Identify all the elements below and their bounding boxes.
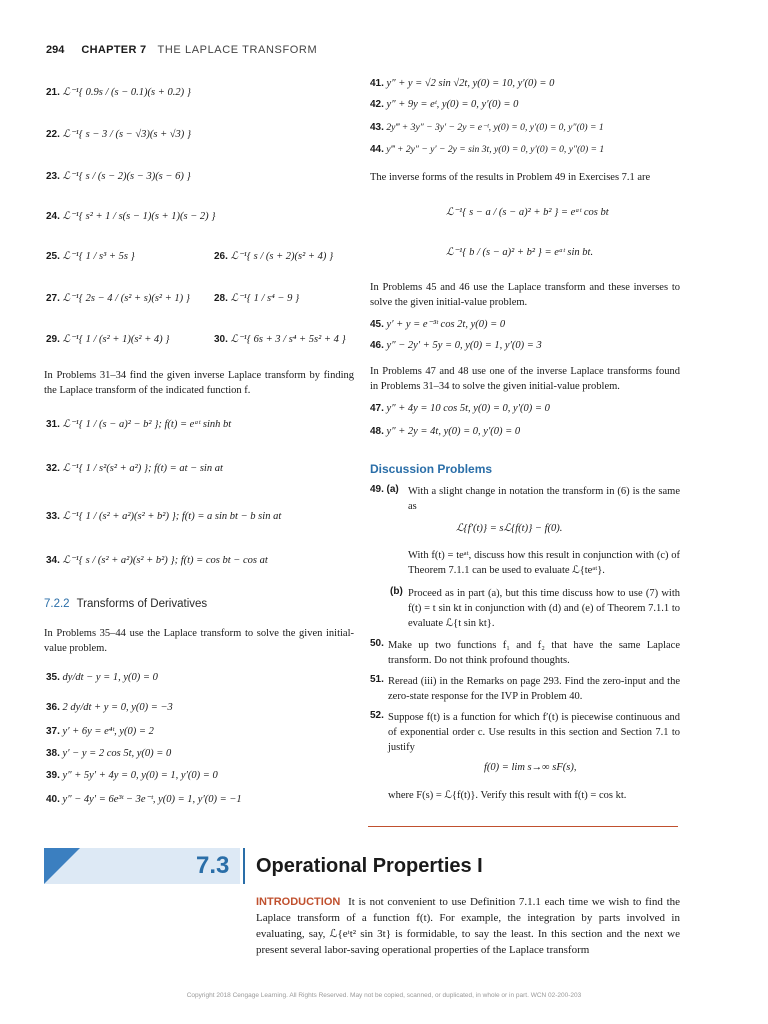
problem-40: 40. y″ − 4y′ = 6e³ᵗ − 3e⁻ᵗ, y(0) = 1, y′(0) = −1 xyxy=(46,794,242,805)
chapter-title: THE LAPLACE TRANSFORM xyxy=(157,44,318,56)
chapter-label: CHAPTER 7 xyxy=(81,44,147,56)
running-header xyxy=(46,44,317,56)
section-banner-bar xyxy=(243,848,245,884)
section-title: Operational Properties I xyxy=(256,855,483,877)
subsection-title: Transforms of Derivatives xyxy=(76,598,208,610)
problem-51-number: 51. xyxy=(370,674,384,685)
problem-36: 36. 2 dy/dt + y = 0, y(0) = −3 xyxy=(46,702,173,713)
problem-47: 47. y″ + 4y = 10 cos 5t, y(0) = 0, y′(0) = 0 xyxy=(370,403,550,414)
copyright-footer: Copyright 2018 Cengage Learning. All Rights Reserved. May not be copied, scanned, or duplicated, in whole or in part. WCN 02-200-203 xyxy=(186,992,582,999)
problem-32: 32. ℒ⁻¹{ 1 / s²(s² + a²) }; f(t) = at − sin at xyxy=(46,463,223,474)
problem-22: 22. ℒ⁻¹{ s − 3 / (s − √3)(s + √3) } xyxy=(46,129,192,140)
problem-45: 45. y′ + y = e⁻³ᵗ cos 2t, y(0) = 0 xyxy=(370,319,506,330)
problem-43: 43. 2y‴ + 3y″ − 3y′ − 2y = e⁻ᵗ, y(0) = 0, y′(0) = 0, y″(0) = 1 xyxy=(370,122,604,133)
section-divider xyxy=(368,826,678,827)
problem-44: 44. y‴ + 2y″ − y′ − 2y = sin 3t, y(0) = 0, y′(0) = 0, y″(0) = 1 xyxy=(370,144,605,155)
problem-52-number: 52. xyxy=(370,710,384,721)
intro-text: It is not convenient to use Definition 7.1.1 each time we wish to find the Laplace transform of a function f(t). For example, the integration by parts involved in evaluating, say, ℒ{eᵗt² sin 3t} is formidable, to say the least. In this section and the next we present several labor-saving operational properties of the Laplace transform xyxy=(256,896,681,956)
problem-49a-text2: With f(t) = teᵃᵗ, discuss how this result in conjunction with (c) of Theorem 7.1.1 can be used to evaluate ℒ{teᵃᵗ}. xyxy=(408,550,680,576)
problem-41: 41. y″ + y = √2 sin √2t, y(0) = 10, y′(0) = 0 xyxy=(370,78,555,89)
inverse-form-cos: ℒ⁻¹{ s − a / (s − a)² + b² } = eᵃᵗ cos bt xyxy=(446,207,609,218)
problem-38: 38. y′ − y = 2 cos 5t, y(0) = 0 xyxy=(46,748,172,759)
problem-49b-label: (b) xyxy=(390,586,403,597)
problem-23: 23. ℒ⁻¹{ s / (s − 2)(s − 3)(s − 6) } xyxy=(46,171,191,182)
problem-49-number: 49. (a) xyxy=(370,484,399,495)
instructions-45-46: In Problems 45 and 46 use the Laplace transform and these inverses to solve the given initial-value problem. xyxy=(370,282,680,308)
problem-28: 28. ℒ⁻¹{ 1 / s⁴ − 9 } xyxy=(214,293,300,304)
page-number: 294 xyxy=(46,44,65,56)
instructions-47-48: In Problems 47 and 48 use one of the inverse Laplace transforms found in Problems 31–34 to solve the given initial-value problem. xyxy=(370,366,680,392)
problem-48: 48. y″ + 2y = 4t, y(0) = 0, y′(0) = 0 xyxy=(370,426,521,437)
instructions-31-34: In Problems 31–34 find the given inverse Laplace transform by finding the Laplace transform of the indicated function f. xyxy=(44,370,354,396)
problem-50-number: 50. xyxy=(370,638,384,649)
subsection-heading xyxy=(44,598,207,610)
problem-42: 42. y″ + 9y = eᵗ, y(0) = 0, y′(0) = 0 xyxy=(370,99,519,110)
problem-25: 25. ℒ⁻¹{ 1 / s³ + 5s } xyxy=(46,251,135,262)
inverse-forms-intro: The inverse forms of the results in Problem 49 in Exercises 7.1 are xyxy=(370,172,651,183)
problem-37: 37. y′ + 6y = e⁴ᵗ, y(0) = 2 xyxy=(46,726,154,737)
instructions-35-44: In Problems 35–44 use the Laplace transform to solve the given initial-value problem. xyxy=(44,628,354,654)
problem-52-equation: f(0) = lim s→∞ sF(s), xyxy=(484,762,577,773)
problem-26: 26. ℒ⁻¹{ s / (s + 2)(s² + 4) } xyxy=(214,251,334,262)
problem-34: 34. ℒ⁻¹{ s / (s² + a²)(s² + b²) }; f(t) = cos bt − cos at xyxy=(46,555,268,566)
problem-39: 39. y″ + 5y′ + 4y = 0, y(0) = 1, y′(0) = 0 xyxy=(46,770,218,781)
problem-49a-equation: ℒ{f′(t)} = sℒ{f(t)} − f(0). xyxy=(456,523,563,534)
problem-24: 24. ℒ⁻¹{ s² + 1 / s(s − 1)(s + 1)(s − 2) } xyxy=(46,211,216,222)
subsection-number: 7.2.2 xyxy=(44,598,70,610)
problem-21: 21. ℒ⁻¹{ 0.9s / (s − 0.1)(s + 0.2) } xyxy=(46,87,191,98)
problem-49a-text: With a slight change in notation the transform in (6) is the same as xyxy=(408,486,680,512)
intro-label: INTRODUCTION xyxy=(256,896,341,908)
problem-33: 33. ℒ⁻¹{ 1 / (s² + a²)(s² + b²) }; f(t) = a sin bt − b sin at xyxy=(46,511,282,522)
section-number: 7.3 xyxy=(196,852,230,879)
discussion-heading: Discussion Problems xyxy=(370,462,493,476)
problem-52-text: Suppose f(t) is a function for which f′(t) is piecewise continuous and of exponential order c. Use results in this section and Section 7.1 to justify xyxy=(388,712,680,753)
problem-49b-text: Proceed as in part (a), but this time discuss how to use (7) with f(t) = t sin kt in conjunction with (d) and (e) of Theorem 7.1.1 to evaluate ℒ{t sin kt}. xyxy=(408,588,680,629)
problem-35: 35. dy/dt − y = 1, y(0) = 0 xyxy=(46,672,158,683)
problem-46: 46. y″ − 2y′ + 5y = 0, y(0) = 1, y′(0) = 3 xyxy=(370,340,542,351)
problem-29: 29. ℒ⁻¹{ 1 / (s² + 1)(s² + 4) } xyxy=(46,334,170,345)
problem-50-text: Make up two functions f₁ and f₂ that have the same Laplace transform. Do not think profound thoughts. xyxy=(388,640,680,666)
section-intro xyxy=(256,894,680,958)
problem-51-text: Reread (iii) in the Remarks on page 293. Find the zero-input and the zero-state response for the IVP in Problem 40. xyxy=(388,676,680,702)
problem-27: 27. ℒ⁻¹{ 2s − 4 / (s² + s)(s² + 1) } xyxy=(46,293,190,304)
problem-31: 31. ℒ⁻¹{ 1 / (s − a)² − b² }; f(t) = eᵃᵗ sinh bt xyxy=(46,419,232,430)
problem-52-text2: where F(s) = ℒ{f(t)}. Verify this result with f(t) = cos kt. xyxy=(388,790,627,801)
section-banner-corner xyxy=(44,848,80,884)
problem-30: 30. ℒ⁻¹{ 6s + 3 / s⁴ + 5s² + 4 } xyxy=(214,334,346,345)
inverse-form-sin: ℒ⁻¹{ b / (s − a)² + b² } = eᵃᵗ sin bt. xyxy=(446,247,594,258)
